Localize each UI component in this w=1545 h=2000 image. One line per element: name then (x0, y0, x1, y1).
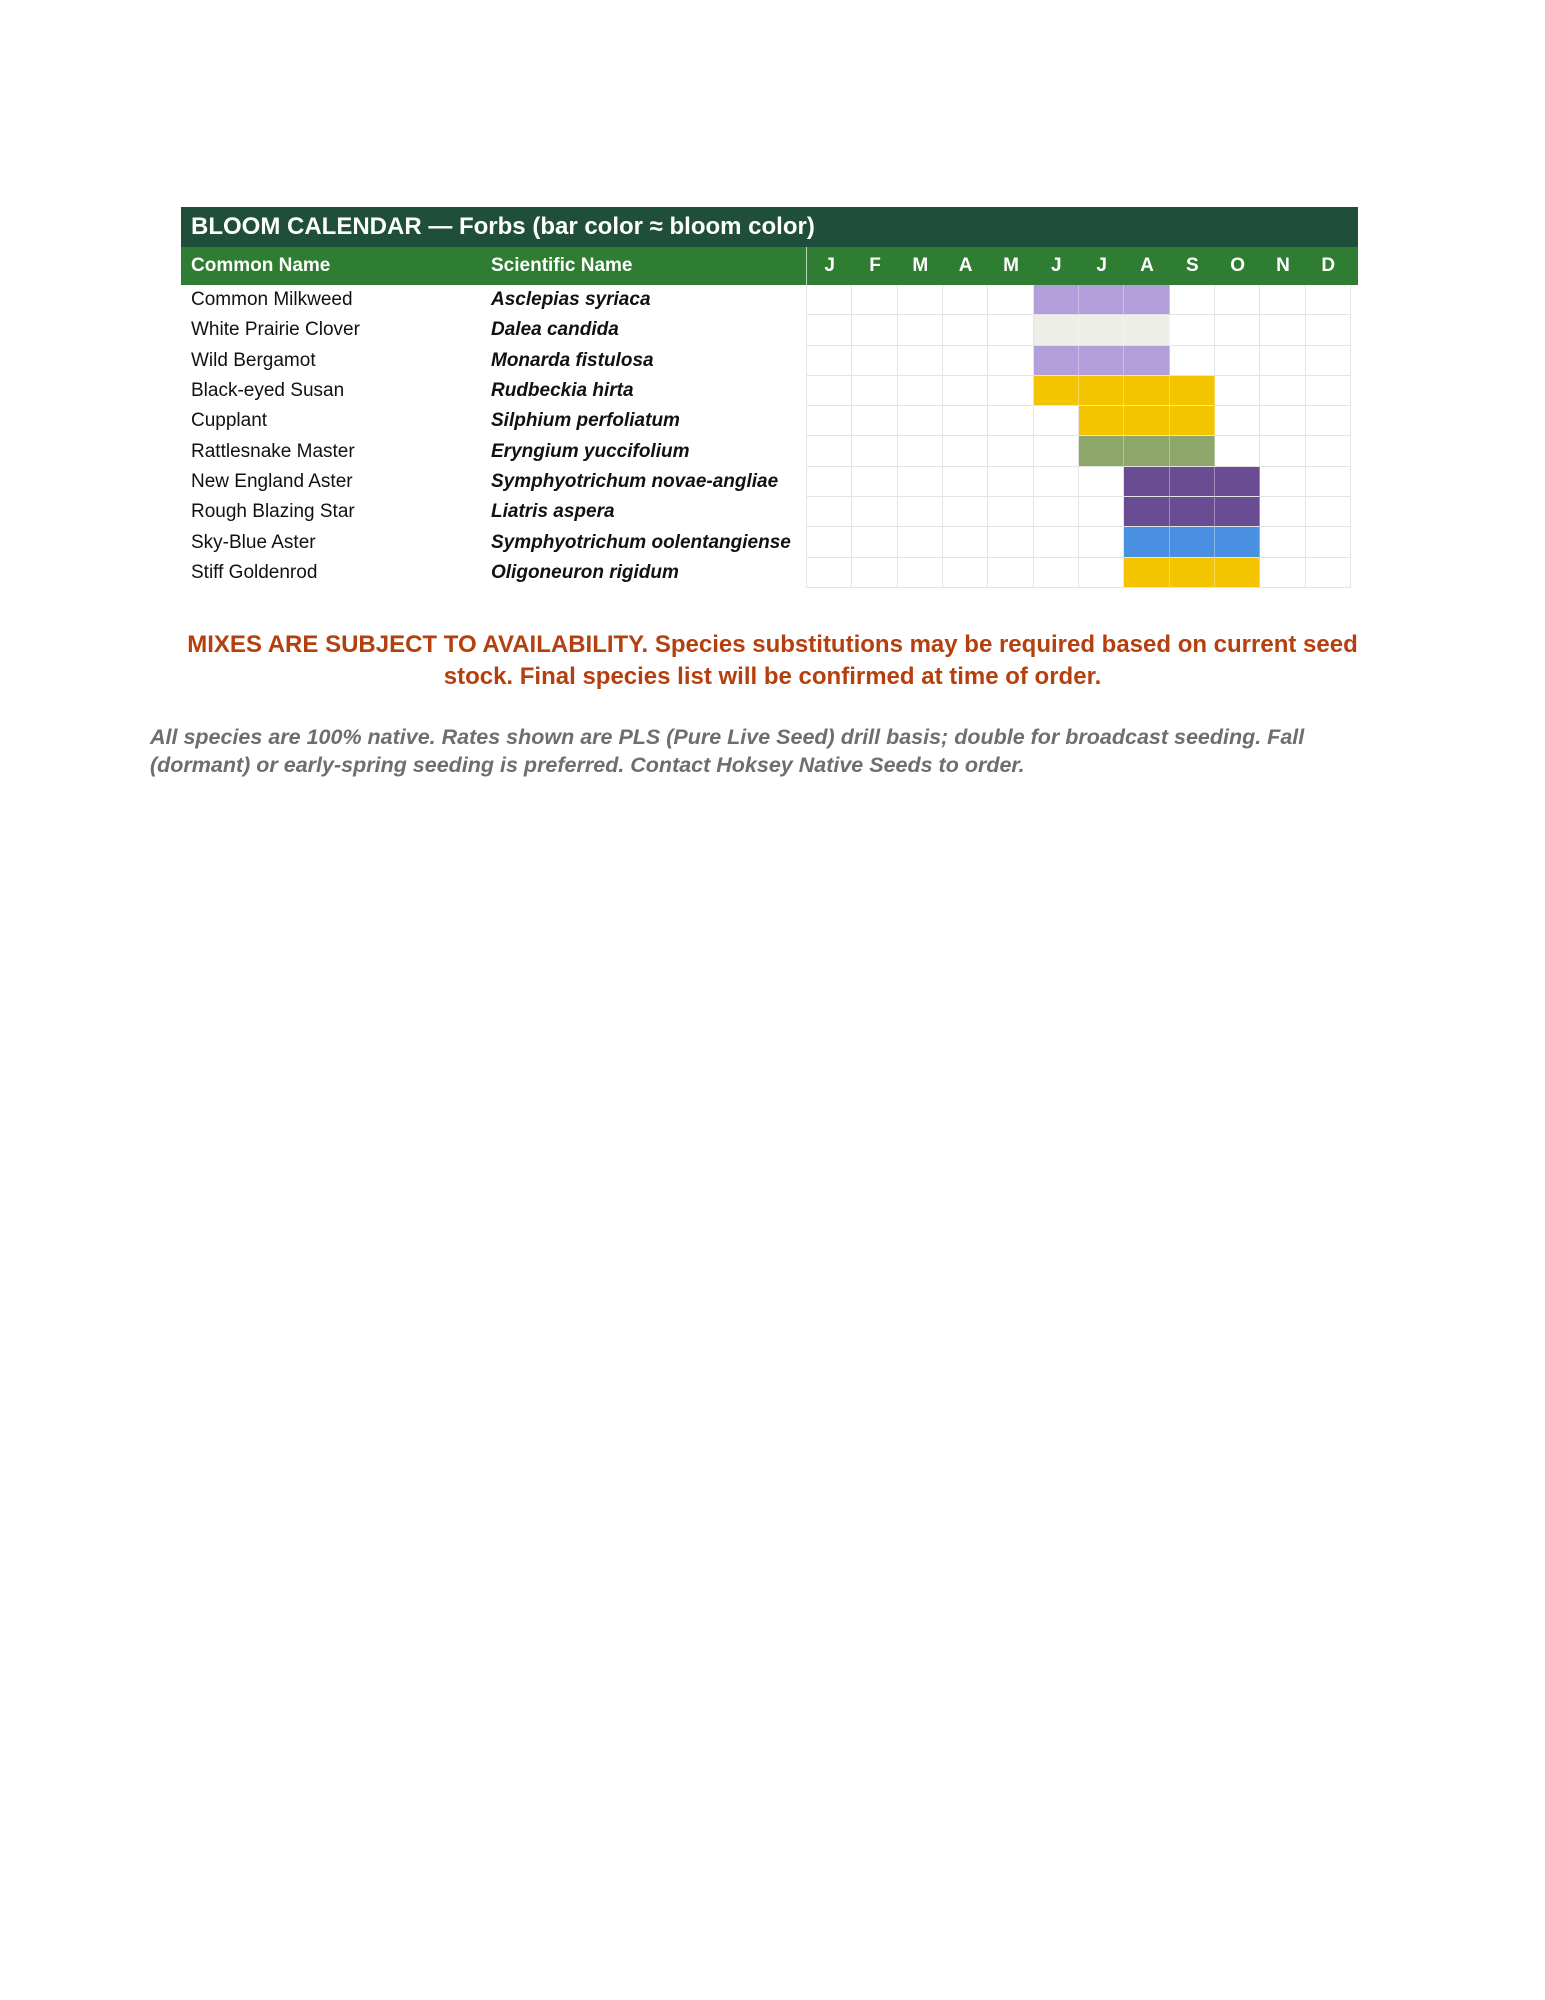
bloom-bar-cell (1170, 527, 1215, 557)
table-row (181, 467, 1358, 497)
month-cell (988, 315, 1033, 345)
common-name: White Prairie Clover (191, 319, 360, 341)
month-cell (1260, 346, 1305, 376)
month-cell (1260, 467, 1305, 497)
month-cell (898, 285, 943, 315)
scientific-name: Symphyotrichum novae-angliae (491, 470, 779, 492)
month-header: J (1051, 255, 1062, 276)
month-cell (988, 406, 1033, 436)
month-cell (1170, 315, 1215, 345)
month-header: O (1230, 255, 1245, 276)
month-cell (1170, 285, 1215, 315)
month-cell (852, 406, 897, 436)
bloom-bar-cell (1124, 315, 1169, 345)
month-cell (852, 376, 897, 406)
scientific-name: Symphyotrichum oolentangiense (491, 531, 791, 553)
bloom-bar-cell (1170, 406, 1215, 436)
month-header: D (1321, 255, 1336, 276)
bloom-bar-cell (1034, 376, 1079, 406)
scientific-name: Dalea candida (491, 319, 619, 341)
month-cell (852, 527, 897, 557)
month-cell (988, 558, 1033, 588)
month-cell (1215, 285, 1260, 315)
month-header: F (869, 255, 881, 276)
month-cell (1034, 436, 1079, 466)
bloom-bar-cell (1124, 497, 1169, 527)
month-cell (806, 467, 852, 497)
bloom-months (806, 346, 1351, 376)
bloom-bar-cell (1124, 376, 1169, 406)
month-cell (943, 346, 988, 376)
month-cell (1260, 527, 1305, 557)
bloom-months (806, 558, 1351, 588)
bloom-months (806, 436, 1351, 466)
bloom-calendar-table (181, 207, 1358, 588)
month-cell (1260, 558, 1305, 588)
bloom-months (806, 285, 1351, 315)
month-cell (1215, 315, 1260, 345)
bloom-bar-cell (1079, 346, 1124, 376)
common-name: Black-eyed Susan (191, 380, 345, 402)
month-header: N (1276, 255, 1290, 276)
scientific-name: Eryngium yuccifolium (491, 440, 690, 462)
month-cell (943, 315, 988, 345)
month-cell (1215, 376, 1260, 406)
month-cell (1215, 406, 1260, 436)
month-cell (806, 376, 852, 406)
month-cell (1306, 406, 1351, 436)
scientific-name: Liatris aspera (491, 501, 615, 523)
month-cell (898, 497, 943, 527)
scientific-name: Oligoneuron rigidum (491, 561, 679, 583)
month-cell (806, 527, 852, 557)
bloom-months (806, 406, 1351, 436)
scientific-name: Asclepias syriaca (491, 289, 651, 311)
month-cell (988, 285, 1033, 315)
month-cell (988, 376, 1033, 406)
scientific-name: Rudbeckia hirta (491, 380, 634, 402)
month-header: A (1140, 255, 1154, 276)
month-cell (988, 497, 1033, 527)
month-cell (943, 376, 988, 406)
bloom-bar-cell (1124, 436, 1169, 466)
month-cell (943, 527, 988, 557)
month-cell (852, 315, 897, 345)
month-cell (1306, 497, 1351, 527)
month-cell (806, 406, 852, 436)
bloom-bar-cell (1079, 436, 1124, 466)
month-cell (1260, 376, 1305, 406)
month-header: M (1003, 255, 1019, 276)
month-cell (1034, 467, 1079, 497)
month-cell (1306, 558, 1351, 588)
bloom-bar-cell (1034, 346, 1079, 376)
month-cell (988, 346, 1033, 376)
month-cell (806, 315, 852, 345)
month-cell (988, 467, 1033, 497)
month-cell (1260, 285, 1305, 315)
availability-notice: MIXES ARE SUBJECT TO AVAILABILITY. Species substitutions may be required based on current seed stock. Final species list will be confirmed at time of order. (187, 631, 1358, 690)
bloom-bar-cell (1124, 285, 1169, 315)
month-cell (806, 346, 852, 376)
common-name: Rough Blazing Star (191, 501, 355, 523)
table-row (181, 497, 1358, 527)
common-name: Rattlesnake Master (191, 440, 355, 462)
month-cell (1260, 315, 1305, 345)
bloom-bar-cell (1079, 376, 1124, 406)
month-cell (898, 436, 943, 466)
month-cell (898, 558, 943, 588)
month-header: J (824, 255, 835, 276)
table-row (181, 315, 1358, 345)
bloom-bar-cell (1170, 376, 1215, 406)
month-cell (1306, 376, 1351, 406)
bloom-bar-cell (1124, 406, 1169, 436)
bloom-bar-cell (1215, 497, 1260, 527)
common-name: Stiff Goldenrod (191, 561, 318, 583)
month-cell (898, 315, 943, 345)
month-cell (852, 285, 897, 315)
bloom-months (806, 467, 1351, 497)
common-name: Sky-Blue Aster (191, 531, 316, 553)
month-cell (943, 285, 988, 315)
bloom-bar-cell (1215, 558, 1260, 588)
month-cell (988, 527, 1033, 557)
bloom-bar-cell (1170, 497, 1215, 527)
table-row (181, 558, 1358, 588)
month-cell (1079, 497, 1124, 527)
month-cell (806, 558, 852, 588)
month-header: M (912, 255, 929, 276)
common-name: Cupplant (191, 410, 268, 432)
bloom-months (806, 527, 1351, 557)
table-row (181, 436, 1358, 466)
calendar-title: BLOOM CALENDAR — Forbs (bar color ≈ bloom color) (181, 207, 1358, 247)
month-cell (1034, 527, 1079, 557)
bloom-months (806, 315, 1351, 345)
month-cell (988, 436, 1033, 466)
month-cell (806, 436, 852, 466)
table-row (181, 346, 1358, 376)
month-cell (898, 376, 943, 406)
bloom-bar-cell (1079, 406, 1124, 436)
month-cell (898, 527, 943, 557)
species-rows (181, 285, 1358, 588)
month-cell (1034, 497, 1079, 527)
month-cell (943, 467, 988, 497)
month-cell (943, 558, 988, 588)
bloom-bar-cell (1124, 346, 1169, 376)
bloom-bar-cell (1034, 285, 1079, 315)
month-cell (1306, 436, 1351, 466)
month-cell (898, 467, 943, 497)
month-cell (1079, 467, 1124, 497)
month-cell (1079, 558, 1124, 588)
seeding-footnote: All species are 100% native. Rates shown are PLS (Pure Live Seed) drill basis; double for broadcast seeding. Fall (dormant) or early-spring seeding is preferred. Contact Hoksey Native Seeds to order. (150, 725, 1305, 777)
month-cell (852, 436, 897, 466)
header-row (181, 247, 1358, 285)
common-name: New England Aster (191, 470, 353, 492)
month-cell (898, 406, 943, 436)
header-scientific-name: Scientific Name (491, 255, 633, 276)
month-cell (852, 558, 897, 588)
month-cell (1306, 346, 1351, 376)
month-cell (898, 346, 943, 376)
month-headers (806, 247, 1351, 285)
scientific-name: Silphium perfoliatum (491, 410, 680, 432)
month-cell (1306, 285, 1351, 315)
bloom-bar-cell (1170, 436, 1215, 466)
common-name: Wild Bergamot (191, 349, 316, 371)
bloom-bar-cell (1170, 467, 1215, 497)
month-cell (806, 285, 852, 315)
month-cell (1306, 315, 1351, 345)
table-row (181, 527, 1358, 557)
scientific-name: Monarda fistulosa (491, 349, 654, 371)
table-row (181, 376, 1358, 406)
bloom-bar-cell (1124, 527, 1169, 557)
bloom-bar-cell (1124, 558, 1169, 588)
bloom-bar-cell (1079, 285, 1124, 315)
month-header: A (958, 255, 973, 276)
common-name: Common Milkweed (191, 289, 353, 311)
month-cell (852, 497, 897, 527)
bloom-bar-cell (1034, 315, 1079, 345)
bloom-bar-cell (1124, 467, 1169, 497)
month-header: S (1185, 255, 1199, 276)
month-cell (1034, 558, 1079, 588)
month-cell (1306, 527, 1351, 557)
month-cell (1034, 406, 1079, 436)
bloom-bar-cell (1170, 558, 1215, 588)
month-cell (1215, 346, 1260, 376)
bloom-months (806, 376, 1351, 406)
month-cell (943, 497, 988, 527)
bloom-bar-cell (1079, 315, 1124, 345)
bloom-bar-cell (1215, 467, 1260, 497)
month-cell (852, 346, 897, 376)
month-cell (806, 497, 852, 527)
month-cell (1079, 527, 1124, 557)
month-cell (1260, 497, 1305, 527)
bloom-months (806, 497, 1351, 527)
header-common-name: Common Name (191, 255, 331, 276)
table-row (181, 285, 1358, 315)
table-row (181, 406, 1358, 436)
month-cell (1170, 346, 1215, 376)
month-cell (1260, 436, 1305, 466)
month-cell (1306, 467, 1351, 497)
month-cell (852, 467, 897, 497)
month-cell (1260, 406, 1305, 436)
month-header: J (1096, 255, 1107, 276)
month-cell (1215, 436, 1260, 466)
month-cell (943, 406, 988, 436)
month-cell (943, 436, 988, 466)
bloom-bar-cell (1215, 527, 1260, 557)
